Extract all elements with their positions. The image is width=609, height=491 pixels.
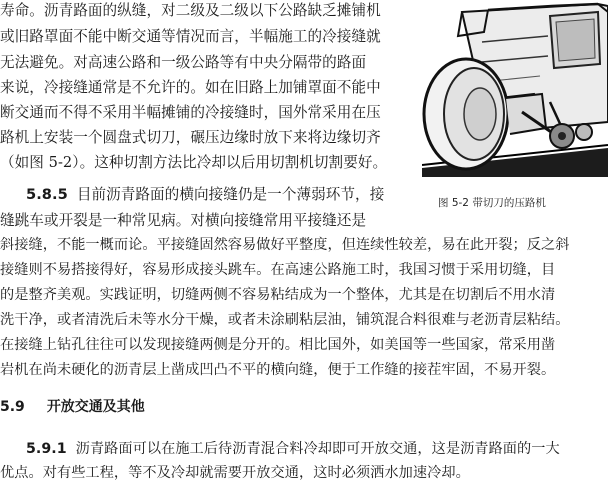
text-line: 断交通而不得不采用半幅摊铺的冷接缝时，国外常采用在压 [0, 104, 381, 121]
text-line: 斜接缝，不能一概而论。平接缝固然容易做好平整度，但连续性较差，易在此开裂；反之斜 [0, 237, 570, 253]
text-line: （如图 5-2）。这种切割方法比冷却以后用切割机切割要好。 [0, 154, 388, 171]
text-line: 缝跳车或开裂是一种常见病。对横向接缝常用平接缝还是 [0, 212, 367, 229]
heading-title: 开放交通及其他 [46, 399, 145, 415]
text-line: 岩机在尚未硬化的沥青层上凿成凹凸不平的横向缝，便于工作缝的接茬牢固，不易开裂。 [0, 362, 556, 378]
text-line [26, 439, 560, 460]
text-line: 无法避免。对高速公路和一级公路等有中央分隔带的路面 [0, 54, 367, 71]
text-line: 在接缝上钻孔往往可以发现接缝两侧是分开的。相比国外，如美国等一些国家，常采用凿 [0, 337, 556, 353]
text-line: 洗干净，或者清洗后未等水分干燥，或者未涂刷粘层油，铺筑混合料很难与老沥青层粘结。 [0, 312, 570, 328]
text-line: 优点。对有些工程，等不及冷却就需要开放交通，这时必须洒水加速冷却。 [0, 465, 470, 481]
text-line: 接缝则不易搭接得好，容易形成接头跳车。在高速公路施工时，我国习惯于采用切缝，目 [0, 262, 556, 278]
text-line: 寿命。沥青路面的纵缝，对二级及二级以下公路缺乏摊铺机 [0, 2, 381, 19]
text-line: 来说，冷接缝通常是不允许的。如在旧路上加铺罩面不能中 [0, 79, 381, 96]
text-line: 或旧路罩面不能中断交通等情况而言，半幅施工的冷接缝就 [0, 28, 381, 45]
section-first-line: 目前沥青路面的横向接缝仍是一个薄弱环节，接 [76, 186, 385, 203]
section-first-line: 沥青路面可以在施工后待沥青混合料冷却即可开放交通，这是沥青路面的一大 [75, 441, 560, 457]
heading-number: 5.9 [0, 399, 25, 415]
figure-caption: 图 5-2 带切刀的压路机 [438, 197, 546, 209]
section-number: 5.9.1 [26, 441, 67, 457]
text-line [26, 184, 384, 205]
text-line: 的是整齐美观。实践证明，切缝两侧不容易粘结成为一个整体，尤其是在切割后不用水清 [0, 287, 556, 303]
section-number: 5.8.5 [26, 186, 68, 203]
text-line: 路机上安装一个圆盘式切刀，碾压边缘时放下来将边缘切齐 [0, 129, 381, 146]
road-roller-with-cutter-illustration [422, 2, 608, 177]
section-heading-5-9 [0, 397, 145, 417]
